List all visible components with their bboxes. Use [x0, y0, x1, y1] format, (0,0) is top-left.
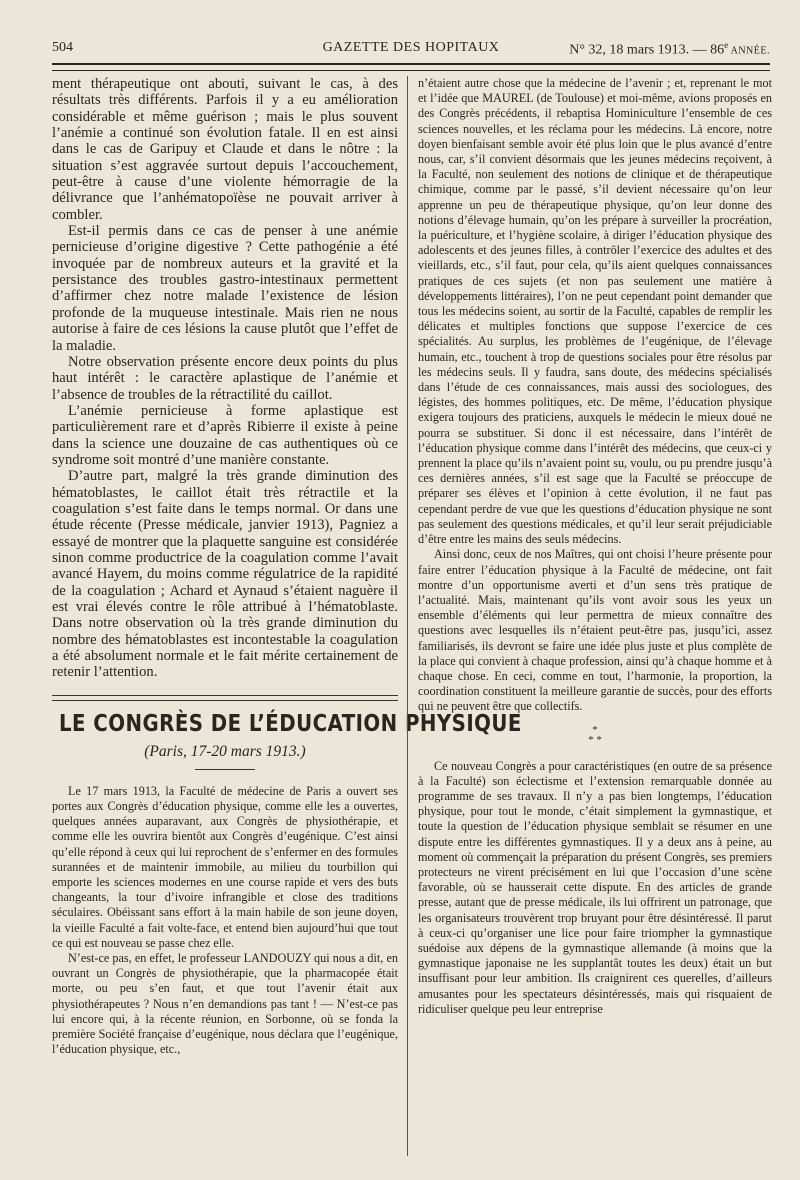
paragraph: Notre observation présente encore deux points du plus haut intérêt : le caractère aplastique de l’anémie et l’absence de troubles de la rétractilité du caillot.: [52, 353, 398, 403]
issue-superscript: e: [724, 40, 729, 50]
paragraph: Est-il permis dans ce cas de penser à une anémie pernicieuse d’origine digestive ? Cette pathogénie a été invoquée par de nombreux auteurs et la gravité et la persistance des troubles gastro-intestinaux permettent d’affirmer chez notre malade l’existence de lésion profonde de la muqueuse intestinale. Mais rien ne nous autorise à faire de ces lésions la cause plutôt que l’effet de la maladie.: [52, 223, 398, 354]
short-divider: [195, 769, 255, 770]
section-heading: LE CONGRÈS DE L’ÉDUCATION PHYSIQUE: [59, 710, 522, 737]
asterism-separator: [418, 725, 772, 745]
asterism-line: * *: [588, 733, 602, 746]
paragraph: Ce nouveau Congrès a pour caractéristiques (en outre de sa présence à la Faculté) son éclectisme et l’extension remarquable donnée au programme de ses travaux. Il n’y a pas bien longtemps, l’éducation physique, pour tout le monde, c’était simplement la gymnastique, et toute la question de l’éducation physique semblait se résumer en une dispute entre les différentes gymnastiques. Il y a deux ans à peine, au moment où commençait la préparation du présent Congrès, ses premiers protecteurs ne virent précisément en lui que l’occasion d’une scène favorable, où se hausserait cette dispute. En des articles de grande presse, autant que de presse médicale, ils lui offrirent un patronage, que les organisateurs trouvèrent trop bruyant pour être désintéressé. Il parut à ceux-ci qu’organiser une lice pour faire triompher la gymnastique suédoise aux dépens de la gymnastique allemande (à moins que la gymnastique japonaise ne les supplantât toutes les deux) était un but insuffisant pour leur ambition. Ils craignirent ces querelles, d’ailleurs amusantes pour les spectateurs désintéressés, mais qui risquaient de ridiculiser quelque peu leur entreprise: [418, 758, 772, 1016]
page-number: 504: [52, 40, 73, 55]
section-subheading: (Paris, 17-20 mars 1913.): [144, 742, 306, 760]
congress-article-start: [52, 784, 398, 1058]
issue-number-date: N° 32, 18 mars 1913. — 86: [569, 42, 725, 58]
asterism-line: *: [592, 723, 598, 736]
paragraph: Le 17 mars 1913, la Faculté de médecine de Paris a ouvert ses portes aux Congrès d’éducation physique, comme elle les a ouvertes, quelques années auparavant, aux Congrès de physiothérapie, et comme elle les ouvrira bientôt aux Congrès d’eugénique. C’est ainsi qu’elle répond à ceux qui lui reprochent de s’enfermer en des formules surannées et de maintenir immobile, au milieu du tourbillon qui emporte les sciences modernes en une course rapide et vers des buts changeants, la tour d’ivoire infrangible et close des traditions séculaires. Obéissant sans effort à la main habile de son jeune doyen, la vieille Faculté a fait volte-face, et entend bien aujourd’hui que tout ce qui est nouveau se passe chez elle.: [52, 783, 398, 950]
issue-info: [569, 40, 770, 59]
right-column: [418, 76, 772, 1017]
column-divider: [407, 76, 408, 1156]
header-rule-thin: [52, 70, 770, 71]
paragraph: Ainsi donc, ceux de nos Maîtres, qui ont choisi l’heure présente pour faire entrer l’éducation physique à la Faculté de médecine, ont fait montre d’un opportunisme averti et d’un sens très pratique de l’actualité. Mais, maintenant qu’ils vont avoir sous les yeux un ensemble d’éléments qui leur permettra de mieux connaître des questions avec lesquelles ils n’étaient peut-être pas, jusqu’ici, assez familiarisés, ils devront se faire une idée plus juste et plus complète de la place qui convient à chaque profession, ainsi qu’à chaque homme et à chaque chose. En ceci, comme en tout, l’harmonie, la proportion, la coordination constituent la meilleure garantie de succès, pour des efforts qui ne peuvent être que collectifs.: [418, 547, 772, 714]
left-column: [52, 76, 522, 1057]
paragraph: N’est-ce pas, en effet, le professeur LANDOUZY qui nous a dit, en ouvrant un Congrès de physiothérapie, que la pharmacopée était morte, ou peu s’en faut, et que tout l’avenir était aux physiothérapeutes ? Nous n’en demandions pas tant ! — N’est-ce pas lui encore qui, à la récente réunion, en Sorbonne, où se fonda la première Société française d’eugénique, nous déclara que l’eugénique, l’éducation physique, etc.,: [52, 950, 398, 1057]
paragraph: D’autre part, malgré la très grande diminution des hématoblastes, le caillot était très rétractile et la coagulation s’est faite dans le temps normal. Or dans une étude récente (Presse médicale, janvier 1913), Pagniez a essayé de montrer que la plaquette sanguine est considérée sinon comme productrice de la coagulation comme l’avait avancé Hayem, du moins comme régulatrice de la rapidité de la coagulation ; Achard et Aynaud s’étaient naguère il est vrai élevés contre le rôle attribué à l’hématoblaste. Dans notre observation où la très grande diminution du nombre des hématoblastes est incontestable la coagulation a été absolument normale et le fait mérite certainement de retenir l’attention.: [52, 468, 398, 681]
section-divider: [52, 695, 398, 701]
article-continuation: [52, 76, 398, 681]
header-rule-thick: [52, 63, 770, 65]
journal-title: GAZETTE DES HOPITAUX: [322, 40, 500, 55]
paragraph: ment thérapeutique ont abouti, suivant le cas, à des résultats très différents. Parfois il y a eu amélioration considérable et même guérison ; mais le plus souvent l’anémie a continué son évolution fatale. Il en est ainsi dans le cas de Garipuy et Claude et dans le nôtre : la situation s’est aggravée surtout depuis l’accouchement, peut-être à cause d’une violente hémorragie de la délivrance que l’anhématopoïèse ne pouvait arriver à combler.: [52, 76, 398, 223]
issue-year: ANNÉE.: [728, 45, 770, 57]
paragraph: L’anémie pernicieuse à forme aplastique est particulièrement rare et d’après Ribierre il existe à peine dans la science une douzaine de cas authentiques où ce syndrome soit montré d’une manière constante.: [52, 402, 398, 468]
page-header: [52, 40, 770, 62]
paragraph: n’étaient autre chose que la médecine de l’avenir ; et, reprenant le mot et l’idée que MAUREL (de Toulouse) et moi-même, avions proposés en des Congrès précédents, il rebaptisa Hominiculture l’ensemble de ces sciences nouvelles, et les réclama pour les médecins. Là encore, notre doyen bienfaisant semble avoir été plus loin que le plus avancé d’entre nous, car, s’il convient désormais que les jeunes médecins reçoivent, à la Faculté, non seulement des notions de clinique et de thérapeutique chimique, comme par le passé, s’il devient nécessaire qu’on leur apprenne un peu de thérapeutique physique, qu’on leur donne des notions d’élevage humain, qu’on les prépare à surveiller la procréation, la puériculture, et l’hygiène scolaire, à diriger l’éducation physique des adolescents et des jeunes filles, à contrôler l’exercice des adultes et des vieillards, etc., s’il faut, pour cela, qu’ils aient quelques connaissances pratiques de ces sujets (et non pas seulement une matière à développements littéraires), l’on ne peut cependant point demander que tous les médecins soient, au sortir de la Faculté, capables de remplir les délicates et multiples fonctions que suppose l’exercice de ces spécialités. Au surplus, les problèmes de l’eugénique, de l’élevage humain, etc., touchent à trop de questions sociales pour être résolus par les médecins seuls. Il y faudra, sans doute, des médecins spécialisés dans l’étude de ces connaissances, mais aussi des sociologues, des légistes, des hommes politiques, etc. De même, l’éducation physique exigera toujours des praticiens, auxquels le médecin le mieux doué ne pourra se substituer. Si donc il est nécessaire, dans l’intérêt de l’éducation physique comme dans l’intérêt des médecins, que ceux-ci y prennent la place qu’ils n’avaient point su, voulu, ou pu prendre jusqu’à ces dernières années, s’il est sage que la Faculté se préoccupe de préparer ses élèves et l’opinion à cette évolution, il ne faut pas cependant perdre de vue que les questions d’éducation physique ne sont pas seulement des questions médicales, et qu’il leur serait préjudiciable d’être entre les mains des seuls médecins.: [418, 76, 772, 547]
